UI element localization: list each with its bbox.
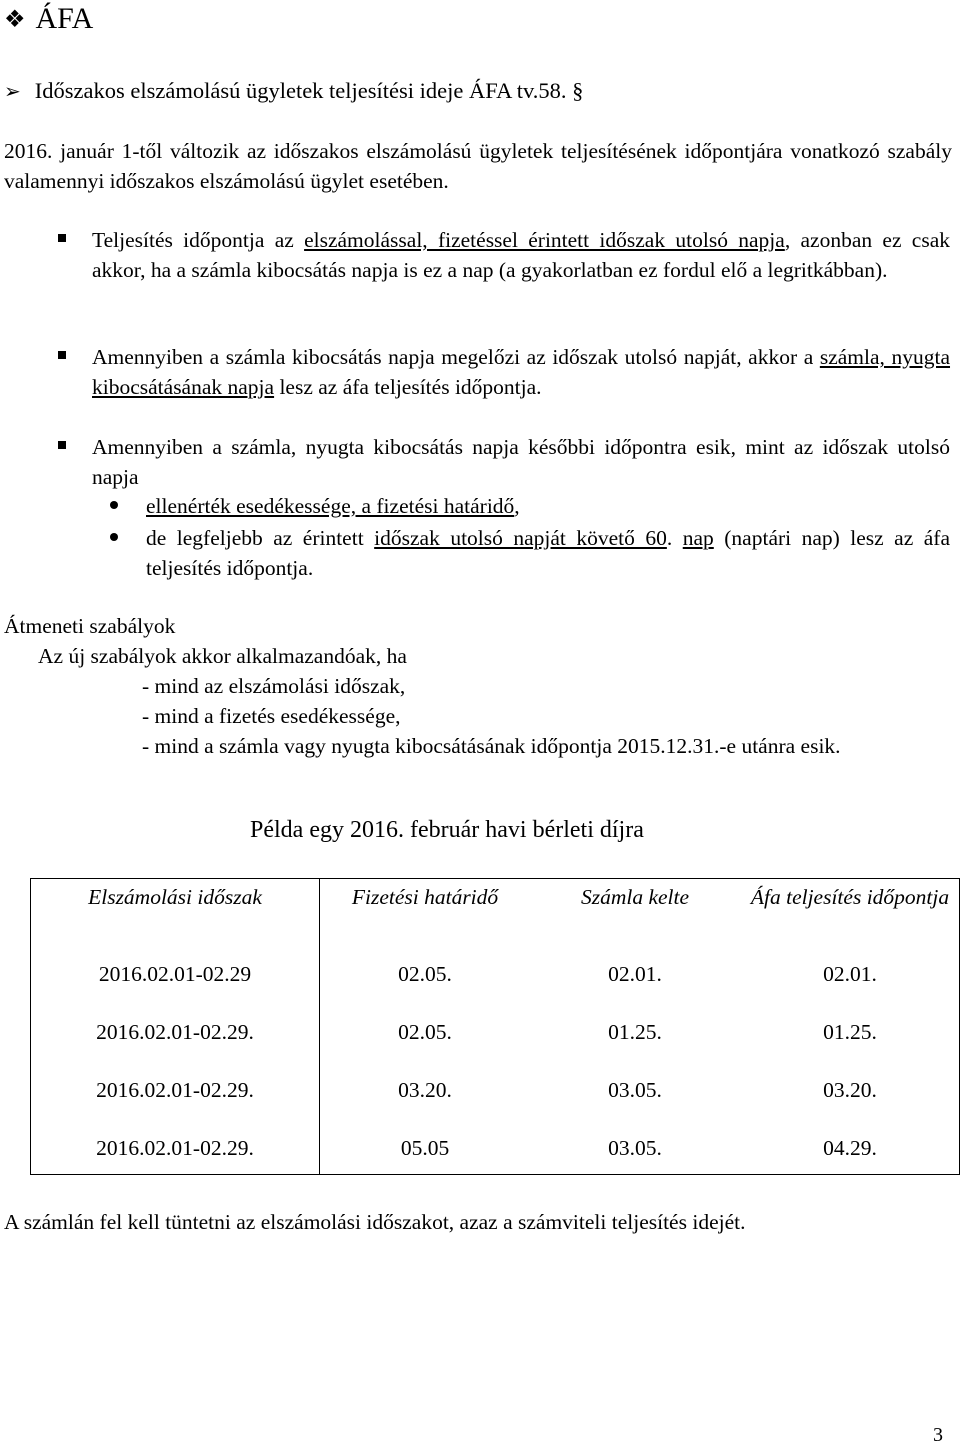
table-cell: 03.05. bbox=[608, 1135, 662, 1160]
subheading-text: Időszakos elszámolású ügyletek teljesítési ideje ÁFA tv.58. § bbox=[34, 78, 584, 103]
table-cell: 03.05. bbox=[608, 1077, 662, 1102]
transition-lead: Az új szabályok akkor alkalmazandóak, ha bbox=[38, 644, 407, 668]
table-col-values bbox=[320, 879, 960, 1177]
rule-3-sub-2-mid: . bbox=[666, 526, 683, 550]
table-cell: 02.05. bbox=[398, 961, 452, 986]
table-header: Áfa teljesítés időpontja bbox=[750, 885, 950, 909]
table-cell: 2016.02.01-02.29. bbox=[96, 1077, 254, 1102]
table-row bbox=[320, 1061, 960, 1119]
rule-3-sub-1-underlined: ellenérték esedékessége, a fizetési határidő bbox=[146, 494, 515, 518]
table-header: Fizetési határidő bbox=[351, 885, 499, 909]
rule-3-sub-2 bbox=[146, 523, 950, 583]
table-cell: 2016.02.01-02.29. bbox=[96, 1019, 254, 1044]
transition-item: - mind az elszámolási időszak, bbox=[142, 674, 406, 698]
arrow-bullet-icon: ➢ bbox=[4, 80, 21, 103]
table-row bbox=[320, 945, 960, 1003]
round-bullet-icon bbox=[110, 533, 118, 541]
rule-3-sub-2-pre: de legfeljebb az érintett bbox=[146, 526, 375, 550]
table-cell: 02.05. bbox=[398, 1019, 452, 1044]
square-bullet-icon bbox=[58, 441, 66, 449]
transition-item: - mind a számla vagy nyugta kibocsátásának időpontja 2015.12.31.-e utánra esik. bbox=[142, 734, 841, 758]
table-cell: 01.25. bbox=[608, 1019, 662, 1044]
rule-2 bbox=[92, 342, 950, 402]
table-cell: 05.05 bbox=[400, 1135, 450, 1160]
subheading bbox=[4, 78, 583, 104]
rule-1-text: Teljesítés időpontja az bbox=[92, 228, 305, 252]
transition-title: Átmeneti szabályok bbox=[4, 614, 176, 638]
transition-item: - mind a fizetés esedékessége, bbox=[142, 704, 401, 728]
rule-3-sub-2-underlined-1: időszak utolsó napját követő 60 bbox=[374, 526, 667, 550]
rule-2-underlined: számla, nyugta kibocsátásának napja bbox=[92, 345, 951, 399]
table-cell: 02.01. bbox=[823, 961, 877, 986]
rule-2-text: Amennyiben a számla kibocsátás napja megelőzi az időszak utolsó napját, akkor a bbox=[92, 345, 820, 369]
table-row bbox=[320, 1119, 960, 1177]
table-cell: 04.29. bbox=[823, 1135, 877, 1160]
rule-2-text-cont: lesz az áfa teljesítés időpontja. bbox=[274, 375, 542, 399]
square-bullet-icon bbox=[58, 351, 66, 359]
heading-text: ÁFA bbox=[35, 2, 94, 35]
rule-3-text: Amennyiben a számla, nyugta kibocsátás napja későbbi időpontra esik, mint az időszak utolsó napja bbox=[92, 435, 950, 489]
table-cell: 01.25. bbox=[823, 1019, 877, 1044]
rule-3-sub-2-post: (naptári nap) lesz az áfa teljesítés időpontja. bbox=[146, 526, 950, 580]
rule-1-text-cont: , azonban ez csak akkor, ha a számla kibocsátás napja is ez a nap (a gyakorlatban ez fordul elő a legritkábban). bbox=[92, 228, 950, 282]
table-cell: 03.20. bbox=[398, 1077, 452, 1102]
table-cell: 2016.02.01-02.29 bbox=[98, 961, 252, 986]
example-table bbox=[30, 878, 960, 1175]
rule-3-sub-2-underlined-2: nap bbox=[682, 526, 714, 550]
table-header: Elszámolási időszak bbox=[88, 885, 262, 909]
table-cell: 02.01. bbox=[608, 961, 662, 986]
table-row bbox=[320, 1003, 960, 1061]
table-cell: 2016.02.01-02.29. bbox=[96, 1135, 254, 1160]
heading bbox=[4, 2, 93, 36]
page-number: 3 bbox=[933, 1424, 943, 1446]
table-col-period bbox=[31, 879, 319, 1177]
rule-3-sub-1 bbox=[146, 491, 950, 521]
square-bullet-icon bbox=[58, 234, 66, 242]
rule-1 bbox=[92, 225, 950, 285]
rule-3-sub-1-post: , bbox=[514, 494, 520, 518]
example-title: Példa egy 2016. február havi bérleti díjra bbox=[250, 817, 644, 843]
intro-paragraph: 2016. január 1-től változik az időszakos elszámolású ügyletek teljesítésének időpontjára vonatkozó szabály valamennyi időszakos elszámolású ügylet esetében. bbox=[4, 139, 952, 193]
diamond-bullet-icon: ❖ bbox=[4, 6, 26, 33]
table-header: Számla kelte bbox=[580, 885, 690, 909]
table-cell: 03.20. bbox=[823, 1077, 877, 1102]
round-bullet-icon bbox=[110, 501, 118, 509]
footer-note: A számlán fel kell tüntetni az elszámolási időszakot, azaz a számviteli teljesítés idejét. bbox=[4, 1210, 746, 1234]
rule-1-underlined: elszámolással, fizetéssel érintett időszak utolsó napja bbox=[304, 228, 785, 252]
